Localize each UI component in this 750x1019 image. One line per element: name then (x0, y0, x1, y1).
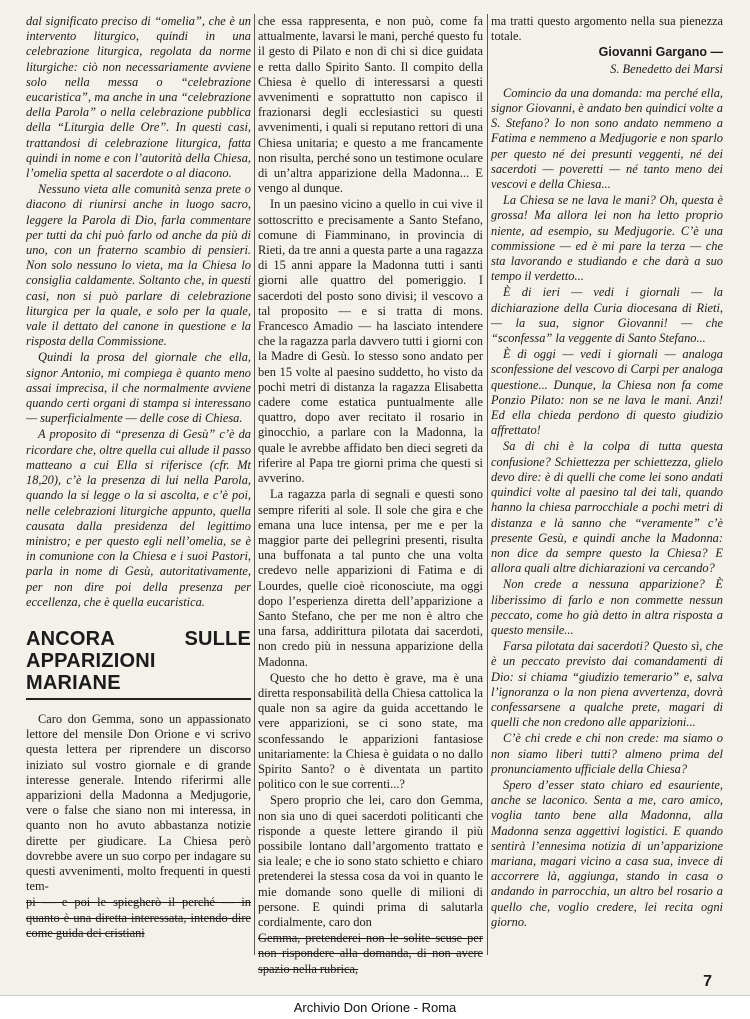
page-number: 7 (703, 973, 712, 990)
paragraph-letter-1: Caro don Gemma, sono un appassionato lettore del mensile Don Orione e vi scrivo questa lettera per riprendere un discorso iniziato sul vostro giornale e di grande interesse generale. Intendo riferirmi alle apparizioni della Madonna a Medjugorie, vere o false che siano non mi interessa, in quanto non ho avuto abbastanza notizie dirette per giudicare. La Chiesa però dovrebbe avere un suo corpo per indagare su questi avvenimenti, molto frequenti in questi tem- (26, 711, 251, 894)
paragraph-reply-7: Farsa pilotata dai sacerdoti? Questo sì, che è un peccato previsto dai comandamenti di Dio: si chiama “giudizio temerario” e, salva l’ignoranza o la non piena avvertenza, dovrà confessarsene a qualche prete, magari di quelli che non credono alle apparizioni... (491, 639, 723, 730)
signature-name: Giovanni Gargano — (598, 45, 723, 60)
paragraph-reply-9: Spero d’esser stato chiaro ed esauriente, anche se laconico. Senta a me, caro amico, voglia tanto bene alla Madonna, alla Madonna senza aggettivi logistici. E quando sentirà l’ennesima notizia di un’apparizione mariana, magari vicino a casa sua, invece di accorrere là, aggiunga, stando in casa o andando in parrocchia, un altro bel rosario a quello che, voglio credere, lei recita ogni giorno. (491, 777, 723, 929)
column-divider (487, 14, 488, 955)
column-middle (258, 14, 484, 976)
paragraph-letter-2: pi — e poi le spiegherò il perché — in quanto è una diretta interessata, intendo dire come guida dei cristiani (26, 895, 251, 940)
column-divider (254, 14, 255, 955)
paragraph-letter-5: La ragazza parla di segnali e questi sono sempre riferiti al sole. Il sole che gira e che emana una luce intensa, per me e per la maggior parte dei pellegrini presenti, risulta una buffonata a tal punto che una volta credevo nelle apparizioni di Fatima e di Lourdes, quelle cioè riconosciute, ma oggi dopo l’esperienza diretta dell’apparizione a Santo Stefano, che per me non è altro che una farsa, addirittura pilotata dai sacerdoti, non credo più in nessuna apparizione della Madonna. (258, 487, 483, 669)
column-left (26, 14, 251, 955)
paragraph-letter-8: Gemma, pretenderei non le solite scuse per non rispondere alla domanda, di non avere spazio nella rubrica, (258, 931, 483, 976)
paragraph-letter-3: che essa rappresenta, e non può, come fa attualmente, lavarsi le mani, perché questo fu il gesto di Pilato e non di chi si dice guidata e retta dallo Spirito Santo. Il compito della Chiesa è quello di interessarsi a questi avvenimenti e soprattutto non capisco il frazionarsi degli ecclesiastici su questi avvenimenti, i quali si reputano rettori di una Chiesa unitaria; e questo a me francamente non risulta, perché sono un testimone oculare di un’altra apparizione della Madonna... E vengo al dunque. (258, 14, 484, 196)
column-right (491, 14, 723, 955)
paragraph-reply-3: È di ieri — vedi i giornali — la dichiarazione della Curia diocesana di Rieti, — la sua, signor Giovanni! — che “sconfessa” la veggente di Santo Stefano... (491, 285, 723, 346)
signature-place: S. Benedetto dei Marsi (610, 61, 723, 76)
paragraph-letter-7: Spero proprio che lei, caro don Gemma, non sia uno di quei sacerdoti politicanti che risponde a queste lettere girando il più possibile lontano dall’argomento trattato e sia leale; e che io sono stato schietto e chiaro pretenderei la stessa cosa da voi in quanto le mie domande sono quelle di milioni di persone. E quindi prima di salutarla cordialmente, caro don (258, 793, 483, 929)
paragraph-answer-3: Quindi la prosa del giornale che ella, signor Antonio, mi compiega è quanto meno assai imprecisa, il che normalmente avviene quando certi organi di stampa si interessano — superficialmente — delle cose di Chiesa. (26, 350, 251, 426)
archive-label: Archivio Don Orione - Roma (293, 1000, 457, 1015)
paragraph-reply-6: Non crede a nessuna apparizione? È liberissimo di farlo e non commette nessun peccato, come ho già detto in altra risposta a questo mensile... (491, 577, 723, 637)
paragraph-reply-4: È di oggi — vedi i giornali — analoga sconfessione del vescovo di Carpi per analoga questione... Dunque, la Chiesa non fa come Ponzio Pilato: non se ne lava le mani. Anzi! Ed ella chieda perdono di questo giudizio affrettato! (491, 347, 723, 438)
paragraph-letter-4: In un paesino vicino a quello in cui vive il sottoscritto e precisamente a Santo Stefano, comune di Fiamminano, in provincia di Rieti, da tre anni a questa parte a una ragazza di 15 anni appare la Madonna tutti i santi giorni alle quattro del pomeriggio. I sacerdoti del posto sono divisi; il vescovo a tal proposito — e si tratta di mons. Francesco Amadio — ha lasciato intendere che la ragazza parla davvero tutti i giorni con la Madre di Gesù. Io stesso sono andato per ben 15 volte al paesino suddetto, ho visto da pochi metri di distanza la ragazza Elisabetta cadere come estatica puntualmente alle quattro, dopo aver recitato il rosario in ginocchio, a parlare con la Madonna, la quale le avrebbe affidato ben dieci segreti da riferire al Papa tre giorni prima che questi si avverino. (258, 197, 483, 486)
paragraph-answer-4: A proposito di “presenza di Gesù” c’è da ricordare che, oltre quella cui allude il passo matteano a cui Ella si riferisce (cfr. Mt 18,20), c’è la presenza di lui nella Parola, quando la si legge o la si ascolta, e c’è poi, nelle celebrazioni liturgiche appunto, quella causata dalla presidenza del legittimo ministro; e per questo egli nell’omelia, se è in comunione con la Chiesa e i suoi Pastori, parla in nome di Gesù, autoritativamente, per non dire poi della presenza per eccellenza, che è quella eucaristica. (26, 427, 251, 609)
archive-footer (0, 995, 750, 1019)
section-heading (26, 628, 251, 700)
paragraph-reply-2: La Chiesa se ne lava le mani? Oh, questa è grossa! Ma allora lei non ha letto proprio niente, ad esempio, su Medjugorie. C’è una commissione — ed è mi pare la terza — che sta lavorando e studiando e che darà a suo tempo il verdetto... (491, 193, 723, 284)
paragraph-reply-1: Comincio da una domanda: ma perché ella, signor Giovanni, è andato ben quindici volte a S. Stefano? Io non sono andato nemmeno a Fatima e nemmeno a Medjugorie e non sparlo per questo né dei presunti veggenti, né dei sacerdoti — poveretti — né tanto meno dei vescovi e della Chiesa... (491, 85, 723, 192)
paragraph-letter-6: Questo che ho detto è grave, ma è una diretta responsabilità della Chiesa cattolica la quale non sa agire da guida accettando le vere apparizioni, se ci sono state, ma sconfessando le apparizioni fantasiose unitariamente: la Chiesa è guidata o no dallo Spirito Santo? o è diventata un partito politico con le sue correnti...? (258, 670, 483, 792)
section-title: ANCORA SULLE APPARIZIONI MARIANE (26, 627, 251, 694)
paragraph-answer-2: Nessuno vieta alle comunità senza prete o diacono di riunirsi anche in luogo sacro, leggere la Parola di Dio, farla commentare per tutti da chi può farlo od anche da più di uno, con un fraterno scambio di pensieri. Non solo nessuno lo vieta, ma la Chiesa lo consiglia caldamente. Soltanto che, in questi casi, non si può parlare di celebrazione liturgica per la quale, e solo per la quale, vale il dettato del canone in questione e la risposta della Commissione. (26, 182, 251, 349)
paragraph-reply-5: Sa di chi è la colpa di tutta questa confusione? Schiettezza per schiettezza, glielo devo dire: è di quelli che come lei sono andati quindici volte al paesino tal dei tali, quando hanno la chiesa parrocchiale a pochi metri di distanza e là sanno che “veramente” c’è presente Gesù, e quindi anche la Madonna: non dice da sempre questo la Chiesa? E allora quali altre dichiarazioni va cercando? (491, 439, 723, 576)
paragraph-reply-8: C’è chi crede e chi non crede: ma siamo o non siamo liberi tutti? almeno prima del pronunciamento ufficiale della Chiesa? (491, 731, 723, 776)
paragraph-answer-1: dal significato preciso di “omelia”, che è un intervento liturgico, quindi in una celebrazione liturgica, regolata da norme liturgiche: ciò non necessariamente avviene solo nella messa o “celebrazione eucaristica”, ma anche in una “celebrazione della Parola” o nella celebrazione pubblica della “Liturgia delle Ore”. In questi casi, trattandosi di celebrazione liturgica, fatta quindi in nome e con l’autorità della Chiesa, l’omelia spetta al sacerdote o al diacono. (26, 14, 251, 181)
paragraph-letter-9: ma tratti questo argomento nella sua pienezza totale. (491, 14, 723, 44)
